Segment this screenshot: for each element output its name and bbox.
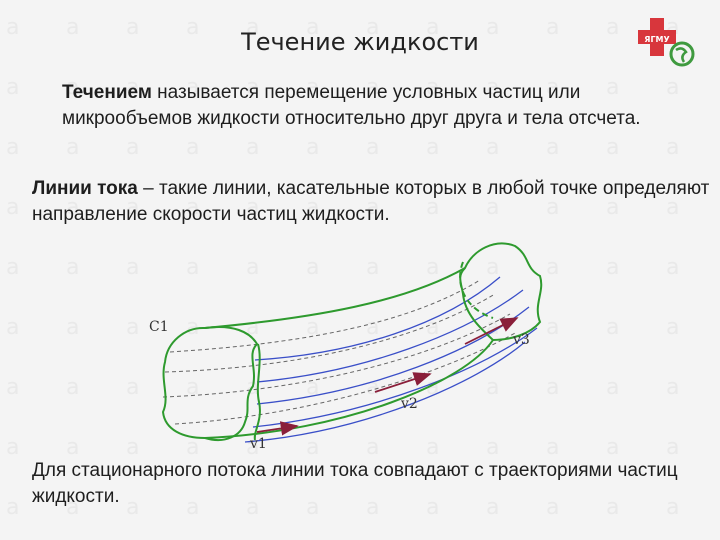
- velocity-label-v2: v2: [401, 396, 418, 412]
- streamline-term: Линии тока: [32, 178, 138, 199]
- university-logo: [636, 16, 698, 68]
- flow-definition: [62, 80, 702, 132]
- tube-middle-section: [255, 344, 260, 440]
- left-cross-section: [163, 327, 257, 440]
- slide-title: Течение жидкости: [241, 28, 479, 56]
- logo-text: ЯГМУ: [644, 35, 670, 44]
- tube-outline: [163, 243, 541, 440]
- tube-bottom-edge: [205, 340, 493, 438]
- streamline-definition: [32, 176, 712, 228]
- velocity-label-v3: v3: [513, 332, 530, 348]
- tube-top-edge: [205, 268, 465, 328]
- section-label: C1: [149, 319, 169, 335]
- stationary-flow-conclusion: Для стационарного потока линии тока совпадают с траекториями частиц жидкости.: [32, 460, 678, 507]
- flow-term: Течением: [62, 82, 152, 103]
- velocity-arrows: [257, 318, 517, 432]
- streamline-definition-text: – такие линии, касательные которых в любой точке определяют направление скорости частиц жидкости.: [32, 178, 710, 225]
- streamline: [205, 268, 465, 328]
- flow-definition-text: называется перемещение условных частиц или микрообъемов жидкости относительно друг друга и тела отсчета.: [62, 82, 641, 129]
- stream-tube-diagram: [145, 232, 565, 457]
- velocity-label-v1: v1: [250, 436, 267, 452]
